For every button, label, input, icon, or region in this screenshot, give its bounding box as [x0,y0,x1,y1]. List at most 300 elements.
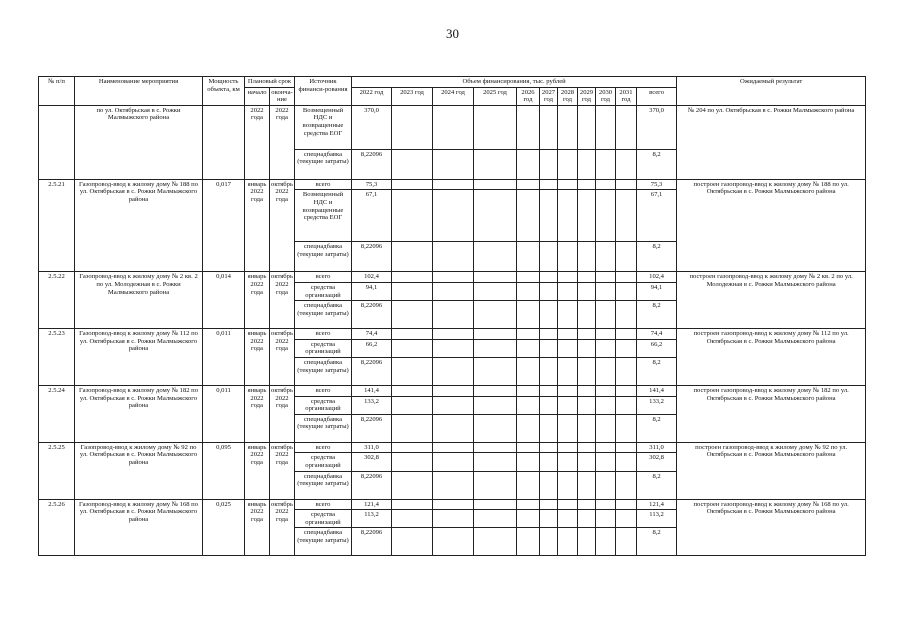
year-cell [433,339,474,357]
year-cell [596,414,616,442]
row-end: октябрь 2022 года [270,442,295,499]
row-end: октябрь 2022 года [270,272,295,329]
year-cell [540,396,558,414]
year-cell [433,105,474,149]
value-total: 94,1 [637,282,677,300]
year-cell [474,179,517,190]
row-result: построен газопровод-ввод к жилому дому № 188 по ул. Октябрьская в с. Рожки Малмыжского района [677,179,866,272]
table-row [39,105,866,149]
value-2022: 8,22096 [352,414,392,442]
year-cell [474,414,517,442]
year-cell [433,149,474,179]
year-cell [540,105,558,149]
year-cell [433,385,474,396]
header-year: 2026 год [517,87,540,105]
row-start: январь 2022 года [245,272,270,329]
year-cell [578,242,596,272]
year-cell [433,396,474,414]
value-total: 141,4 [637,385,677,396]
row-result: построен газопровод-ввод к жилому дому № 112 по ул. Октябрьская в с. Рожки Малмыжского района [677,329,866,386]
year-cell [616,339,637,357]
year-cell [596,396,616,414]
year-cell [392,528,433,556]
year-cell [517,499,540,510]
row-num: 2.5.24 [39,385,75,442]
row-source: спецнадбавка (текущие затраты) [295,357,352,385]
row-source: всего [295,442,352,453]
year-cell [433,190,474,242]
value-2022: 311,0 [352,442,392,453]
year-cell [540,329,558,340]
header-term-start: начало [245,87,270,105]
year-cell [540,282,558,300]
row-capacity: 0,025 [203,499,245,556]
header-year: 2025 год [474,87,517,105]
year-cell [558,301,578,329]
row-start: январь 2022 года [245,385,270,442]
year-cell [596,499,616,510]
value-total: 8,2 [637,242,677,272]
year-cell [558,339,578,357]
value-total: 121,4 [637,499,677,510]
row-source: спецнадбавка (текущие затраты) [295,301,352,329]
header-result: Ожидаемый результат [677,77,866,106]
year-cell [558,179,578,190]
year-cell [578,179,596,190]
year-cell [433,442,474,453]
value-2022: 133,2 [352,396,392,414]
year-cell [596,301,616,329]
year-cell [558,414,578,442]
header-volume: Объем финансирования, тыс. рублей [352,77,677,88]
year-cell [596,453,616,471]
value-2022: 74,4 [352,329,392,340]
year-cell [540,510,558,528]
year-cell [578,510,596,528]
row-source: всего [295,499,352,510]
year-cell [558,453,578,471]
row-num: 2.5.22 [39,272,75,329]
year-cell [596,242,616,272]
header-term-end: оконча-ние [270,87,295,105]
row-source: Возмещенный НДС и возвращенные средства ЕОГ [295,105,352,149]
row-name: Газопровод-ввод к жилому дому № 182 по ул. Октябрьская в с. Рожки Малмыжского района [75,385,203,442]
year-cell [558,499,578,510]
value-total: 8,2 [637,471,677,499]
year-cell [392,453,433,471]
year-cell [558,282,578,300]
header-source: Источник финанси-рования [295,77,352,106]
year-cell [517,396,540,414]
value-total: 8,2 [637,414,677,442]
year-cell [392,282,433,300]
year-cell [558,510,578,528]
year-cell [474,329,517,340]
year-cell [616,396,637,414]
year-cell [616,510,637,528]
value-total: 311,0 [637,442,677,453]
year-cell [596,282,616,300]
year-cell [392,471,433,499]
year-cell [596,510,616,528]
year-cell [392,339,433,357]
row-source: спецнадбавка (текущие затраты) [295,528,352,556]
year-cell [540,528,558,556]
year-cell [433,282,474,300]
year-cell [433,179,474,190]
year-cell [474,385,517,396]
year-cell [517,149,540,179]
row-source: всего [295,385,352,396]
year-cell [540,442,558,453]
year-cell [596,179,616,190]
value-2022: 113,2 [352,510,392,528]
value-2022: 67,1 [352,190,392,242]
row-result: построен газопровод-ввод к жилому дому № 182 по ул. Октябрьская в с. Рожки Малмыжского района [677,385,866,442]
row-end: октябрь 2022 года [270,385,295,442]
value-2022: 141,4 [352,385,392,396]
year-cell [616,301,637,329]
row-name: Газопровод-ввод к жилому дому № 112 по ул. Октябрьская в с. Рожки Малмыжского района [75,329,203,386]
row-capacity [203,105,245,179]
value-2022: 8,22096 [352,149,392,179]
year-cell [596,272,616,283]
row-source: средства организаций [295,396,352,414]
year-cell [558,149,578,179]
value-2022: 102,4 [352,272,392,283]
year-cell [517,510,540,528]
year-cell [392,149,433,179]
header-capacity: Мощность объекта, км [203,77,245,106]
year-cell [517,453,540,471]
header-num: № п/п [39,77,75,106]
year-cell [433,242,474,272]
row-source: спецнадбавка (текущие затраты) [295,149,352,179]
year-cell [558,528,578,556]
year-cell [540,301,558,329]
year-cell [616,190,637,242]
year-cell [474,149,517,179]
year-cell [392,499,433,510]
row-source: спецнадбавка (текущие затраты) [295,414,352,442]
table-row [39,179,866,190]
row-num: 2.5.23 [39,329,75,386]
value-total: 102,4 [637,272,677,283]
year-cell [392,105,433,149]
year-cell [433,528,474,556]
header-year: 2023 год [392,87,433,105]
year-cell [596,329,616,340]
row-result: № 204 по ул. Октябрьская в с. Рожки Малмыжского района [677,105,866,179]
table-row [39,272,866,283]
value-2022: 66,2 [352,339,392,357]
value-total: 302,8 [637,453,677,471]
year-cell [596,190,616,242]
year-cell [474,528,517,556]
table-row [39,442,866,453]
value-2022: 370,0 [352,105,392,149]
row-num: 2.5.21 [39,179,75,272]
header-year: 2031 год [616,87,637,105]
year-cell [596,149,616,179]
row-capacity: 0,017 [203,179,245,272]
year-cell [540,471,558,499]
year-cell [578,357,596,385]
value-2022: 302,8 [352,453,392,471]
year-cell [517,105,540,149]
year-cell [392,385,433,396]
year-cell [558,385,578,396]
year-cell [392,190,433,242]
year-cell [474,282,517,300]
year-cell [596,528,616,556]
year-cell [474,272,517,283]
header-name: Наименование мероприятия [75,77,203,106]
year-cell [578,396,596,414]
value-total: 370,0 [637,105,677,149]
year-cell [517,442,540,453]
year-cell [578,149,596,179]
year-cell [596,339,616,357]
value-2022: 8,22096 [352,357,392,385]
year-cell [540,339,558,357]
year-cell [596,442,616,453]
year-cell [517,471,540,499]
year-cell [616,453,637,471]
value-2022: 121,4 [352,499,392,510]
row-num: 2.5.25 [39,442,75,499]
row-source: средства организаций [295,282,352,300]
year-cell [616,149,637,179]
row-name: Газопровод-ввод к жилому дому № 2 кв. 2 по ул. Молодежная в с. Рожки Малмыжского района [75,272,203,329]
row-name: Газопровод-ввод к жилому дому № 168 по ул. Октябрьская в с. Рожки Малмыжского района [75,499,203,556]
year-cell [517,357,540,385]
row-source: всего [295,179,352,190]
row-source: спецнадбавка (текущие затраты) [295,242,352,272]
year-cell [558,442,578,453]
year-cell [596,105,616,149]
year-cell [433,471,474,499]
row-capacity: 0,011 [203,385,245,442]
year-cell [540,190,558,242]
year-cell [578,442,596,453]
value-total: 133,2 [637,396,677,414]
year-cell [578,329,596,340]
row-start: январь 2022 года [245,442,270,499]
year-cell [433,499,474,510]
year-cell [578,385,596,396]
year-cell [517,385,540,396]
value-total: 67,1 [637,190,677,242]
row-source: всего [295,329,352,340]
value-total: 75,3 [637,179,677,190]
year-cell [433,329,474,340]
year-cell [558,272,578,283]
year-cell [474,357,517,385]
year-cell [474,471,517,499]
year-cell [392,242,433,272]
value-total: 8,2 [637,357,677,385]
year-cell [596,385,616,396]
value-2022: 75,3 [352,179,392,190]
year-cell [392,442,433,453]
year-cell [433,357,474,385]
value-2022: 8,22096 [352,471,392,499]
year-cell [616,329,637,340]
header-year: 2022 год [352,87,392,105]
year-cell [578,282,596,300]
year-cell [474,105,517,149]
year-cell [392,272,433,283]
year-cell [517,190,540,242]
row-source: средства организаций [295,453,352,471]
year-cell [616,242,637,272]
year-cell [517,414,540,442]
year-cell [616,179,637,190]
value-total: 8,2 [637,301,677,329]
year-cell [433,301,474,329]
year-cell [578,272,596,283]
year-cell [540,499,558,510]
year-cell [616,282,637,300]
row-start: январь 2022 года [245,179,270,272]
value-total: 66,2 [637,339,677,357]
year-cell [558,329,578,340]
year-cell [616,414,637,442]
year-cell [474,339,517,357]
year-cell [392,179,433,190]
year-cell [517,272,540,283]
year-cell [558,396,578,414]
year-cell [433,510,474,528]
year-cell [433,272,474,283]
year-cell [474,396,517,414]
year-cell [558,190,578,242]
year-cell [474,499,517,510]
year-cell [596,471,616,499]
row-name: Газопровод-ввод к жилому дому № 92 по ул. Октябрьская в с. Рожки Малмыжского района [75,442,203,499]
year-cell [616,442,637,453]
year-cell [616,528,637,556]
table-row [39,385,866,396]
header-year: 2024 год [433,87,474,105]
row-capacity: 0,011 [203,329,245,386]
year-cell [540,179,558,190]
row-result: построен газопровод-ввод к жилому дому № 92 по ул. Октябрьская в с. Рожки Малмыжского района [677,442,866,499]
row-name: по ул. Октябрьская в с. Рожки Малмыжского района [75,105,203,179]
value-2022: 8,22096 [352,301,392,329]
year-cell [558,357,578,385]
year-cell [392,414,433,442]
year-cell [517,242,540,272]
year-cell [392,329,433,340]
year-cell [596,357,616,385]
year-cell [474,510,517,528]
row-result: построен газопровод-ввод к жилому дому № 2 кв. 2 по ул. Молодежная в с. Рожки Малмыжского района [677,272,866,329]
page-number: 30 [446,26,459,41]
header-year: 2028 год [558,87,578,105]
value-total: 8,2 [637,149,677,179]
year-cell [558,105,578,149]
year-cell [616,471,637,499]
year-cell [616,357,637,385]
year-cell [474,242,517,272]
year-cell [392,396,433,414]
year-cell [578,414,596,442]
year-cell [474,301,517,329]
year-cell [517,528,540,556]
header-total: всего [637,87,677,105]
year-cell [540,149,558,179]
row-num [39,105,75,179]
table-row [39,499,866,510]
row-source: всего [295,272,352,283]
value-2022: 8,22096 [352,242,392,272]
year-cell [578,528,596,556]
year-cell [558,471,578,499]
row-name: Газопровод-ввод к жилому дому № 188 по ул. Октябрьская в с. Рожки Малмыжского района [75,179,203,272]
table-row [39,329,866,340]
row-end: октябрь 2022 года [270,329,295,386]
row-capacity: 0,014 [203,272,245,329]
row-capacity: 0,095 [203,442,245,499]
year-cell [616,499,637,510]
year-cell [433,453,474,471]
year-cell [392,357,433,385]
year-cell [517,179,540,190]
year-cell [578,105,596,149]
row-source: Возмещенный НДС и возвращенные средства ЕОГ [295,190,352,242]
year-cell [616,105,637,149]
year-cell [558,242,578,272]
row-end: октябрь 2022 года [270,499,295,556]
year-cell [540,414,558,442]
value-2022: 94,1 [352,282,392,300]
row-end: 2022 года [270,105,295,179]
year-cell [578,499,596,510]
year-cell [392,301,433,329]
year-cell [517,329,540,340]
year-cell [392,510,433,528]
row-start: 2022 года [245,105,270,179]
header-year: 2027 год [540,87,558,105]
year-cell [578,301,596,329]
value-2022: 8,22096 [352,528,392,556]
year-cell [540,453,558,471]
year-cell [578,190,596,242]
row-start: январь 2022 года [245,499,270,556]
header-year: 2029 год [578,87,596,105]
value-total: 113,2 [637,510,677,528]
year-cell [578,471,596,499]
row-source: средства организаций [295,339,352,357]
year-cell [540,272,558,283]
year-cell [517,339,540,357]
row-start: январь 2022 года [245,329,270,386]
year-cell [578,453,596,471]
year-cell [517,282,540,300]
year-cell [433,414,474,442]
row-source: средства организаций [295,510,352,528]
year-cell [540,385,558,396]
year-cell [616,385,637,396]
header-term: Плановый срок [245,77,295,88]
year-cell [540,357,558,385]
year-cell [474,453,517,471]
year-cell [616,272,637,283]
value-total: 74,4 [637,329,677,340]
financing-table [38,76,866,556]
